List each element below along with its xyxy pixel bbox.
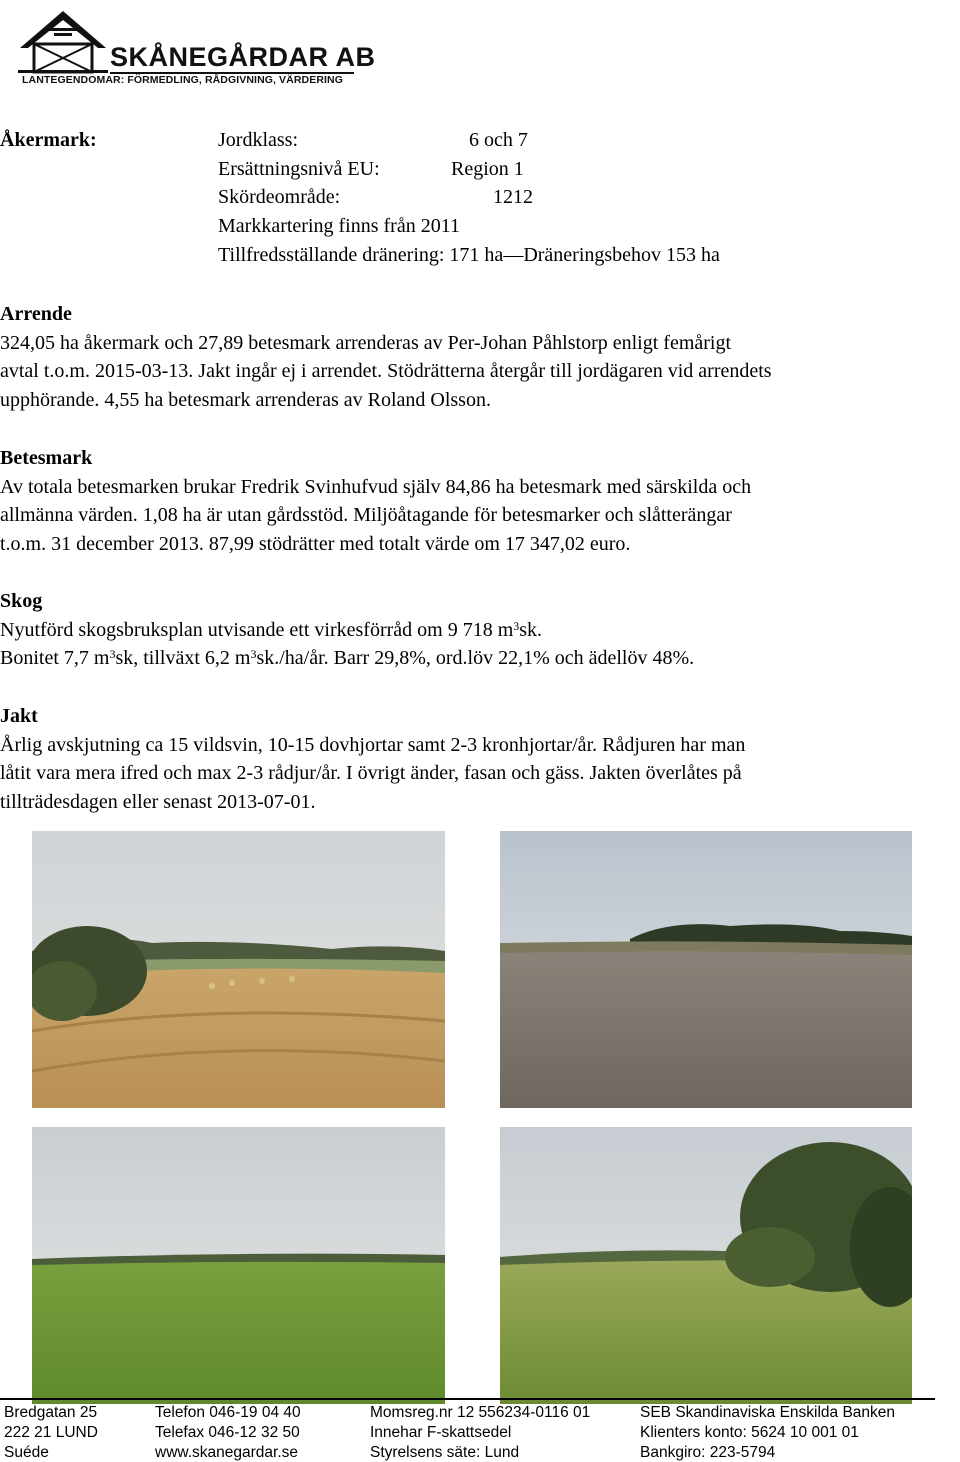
skordeomrade-value: 1212 — [493, 186, 533, 208]
jakt-line-3: tillträdesdagen eller senast 2013-07-01. — [0, 790, 316, 813]
markkartering-line: Markkartering finns från 2011 — [218, 215, 460, 237]
skog-line-1: Nyutförd skogsbruksplan utvisande ett virkesförråd om 9 718 $m^3sk$. — [0, 618, 543, 641]
photo-ploughed-field — [500, 831, 912, 1108]
jakt-line-1: Årlig avskjutning ca 15 vildsvin, 10-15 dovhjortar samt 2-3 kronhjortar/år. Rådjuren har man — [0, 733, 746, 756]
photo-green-field — [32, 1127, 445, 1404]
jakt-section — [0, 702, 958, 816]
company-name: SKÅNEGÅRDAR AB — [110, 42, 376, 72]
jakt-line-2: låtit vara mera ifred och max 2-3 rådjur/år. I övrigt änder, fasan och gäss. Jakten överlåtes på — [0, 762, 742, 784]
skog-heading: Skog — [0, 590, 43, 612]
arrende-section — [0, 300, 958, 414]
akermark-heading: Åkermark: — [0, 129, 97, 151]
skordeomrade-label: Skördeområde: — [218, 186, 341, 208]
skog-section — [0, 587, 958, 673]
jordklass-value: 6 och 7 — [469, 129, 528, 151]
arrende-heading: Arrende — [0, 303, 72, 325]
footer-client-account: Klienters konto: 5624 10 001 01 — [640, 1424, 859, 1441]
skog-line-2: Bonitet 7,7 $m^3sk$, tillväxt 6,2 $m^3sk./ha/år$. Barr 29,8%, ord.löv 22,1% och ädellöv 48%. — [0, 647, 695, 669]
betesmark-line-1: Av totala betesmarken brukar Fredrik Svinhufvud själv 84,86 ha betesmark med särskilda och — [0, 475, 752, 498]
arrende-line-3: upphörande. 4,55 ha betesmark arrenderas av Roland Olsson. — [0, 388, 491, 411]
footer-tax-note: Innehar F-skattsedel — [370, 1424, 512, 1441]
footer-rule — [0, 1398, 935, 1400]
footer-bank-name: SEB Skandinaviska Enskilda Banken — [640, 1404, 896, 1421]
company-tagline: LANTEGENDOMAR: FÖRMEDLING, RÅDGIVNING, VÄRDERING — [22, 74, 343, 86]
footer-address-country: Suéde — [4, 1444, 49, 1461]
photo-meadow-with-trees — [500, 1127, 912, 1404]
betesmark-line-3: t.o.m. 31 december 2013. 87,99 stödrätter med totalt värde om 17 347,02 euro. — [0, 532, 631, 555]
betesmark-section — [0, 444, 958, 558]
betesmark-heading: Betesmark — [0, 447, 93, 469]
footer-board-seat: Styrelsens säte: Lund — [370, 1444, 520, 1461]
footer-address-street: Bredgatan 25 — [4, 1404, 98, 1421]
photo-stubble-field — [32, 831, 445, 1108]
dranering-line: Tillfredsställande dränering: 171 ha—Dräneringsbehov 153 ha — [218, 244, 720, 266]
ersattningsniva-value: Region 1 — [451, 158, 524, 180]
footer-website-link[interactable]: www.skanegardar.se — [155, 1444, 299, 1461]
footer-phone: Telefon 046-19 04 40 — [155, 1404, 301, 1421]
jakt-heading: Jakt — [0, 705, 38, 727]
jordklass-label: Jordklass: — [218, 129, 298, 151]
arrende-line-2: avtal t.o.m. 2015-03-13. Jakt ingår ej i arrendet. Stödrätterna återgår till jordägaren vid arrendets — [0, 360, 772, 382]
ersattningsniva-label: Ersättningsnivå EU: — [218, 158, 380, 180]
footer-address-city: 222 21 LUND — [4, 1424, 98, 1441]
company-logo — [18, 8, 376, 86]
barn-logo-icon — [18, 8, 108, 74]
footer-bankgiro: Bankgiro: 223-5794 — [640, 1444, 776, 1461]
arrende-line-1: 324,05 ha åkermark och 27,89 betesmark arrenderas av Per-Johan Påhlstorp enligt femårigt — [0, 331, 732, 354]
footer-vat-number: Momsreg.nr 12 556234-0116 01 — [370, 1404, 591, 1421]
footer-fax: Telefax 046-12 32 50 — [155, 1424, 300, 1441]
betesmark-line-2: allmänna värden. 1,08 ha är utan gårdsstöd. Miljöåtagande för betesmarker och slåtterängar — [0, 504, 732, 526]
